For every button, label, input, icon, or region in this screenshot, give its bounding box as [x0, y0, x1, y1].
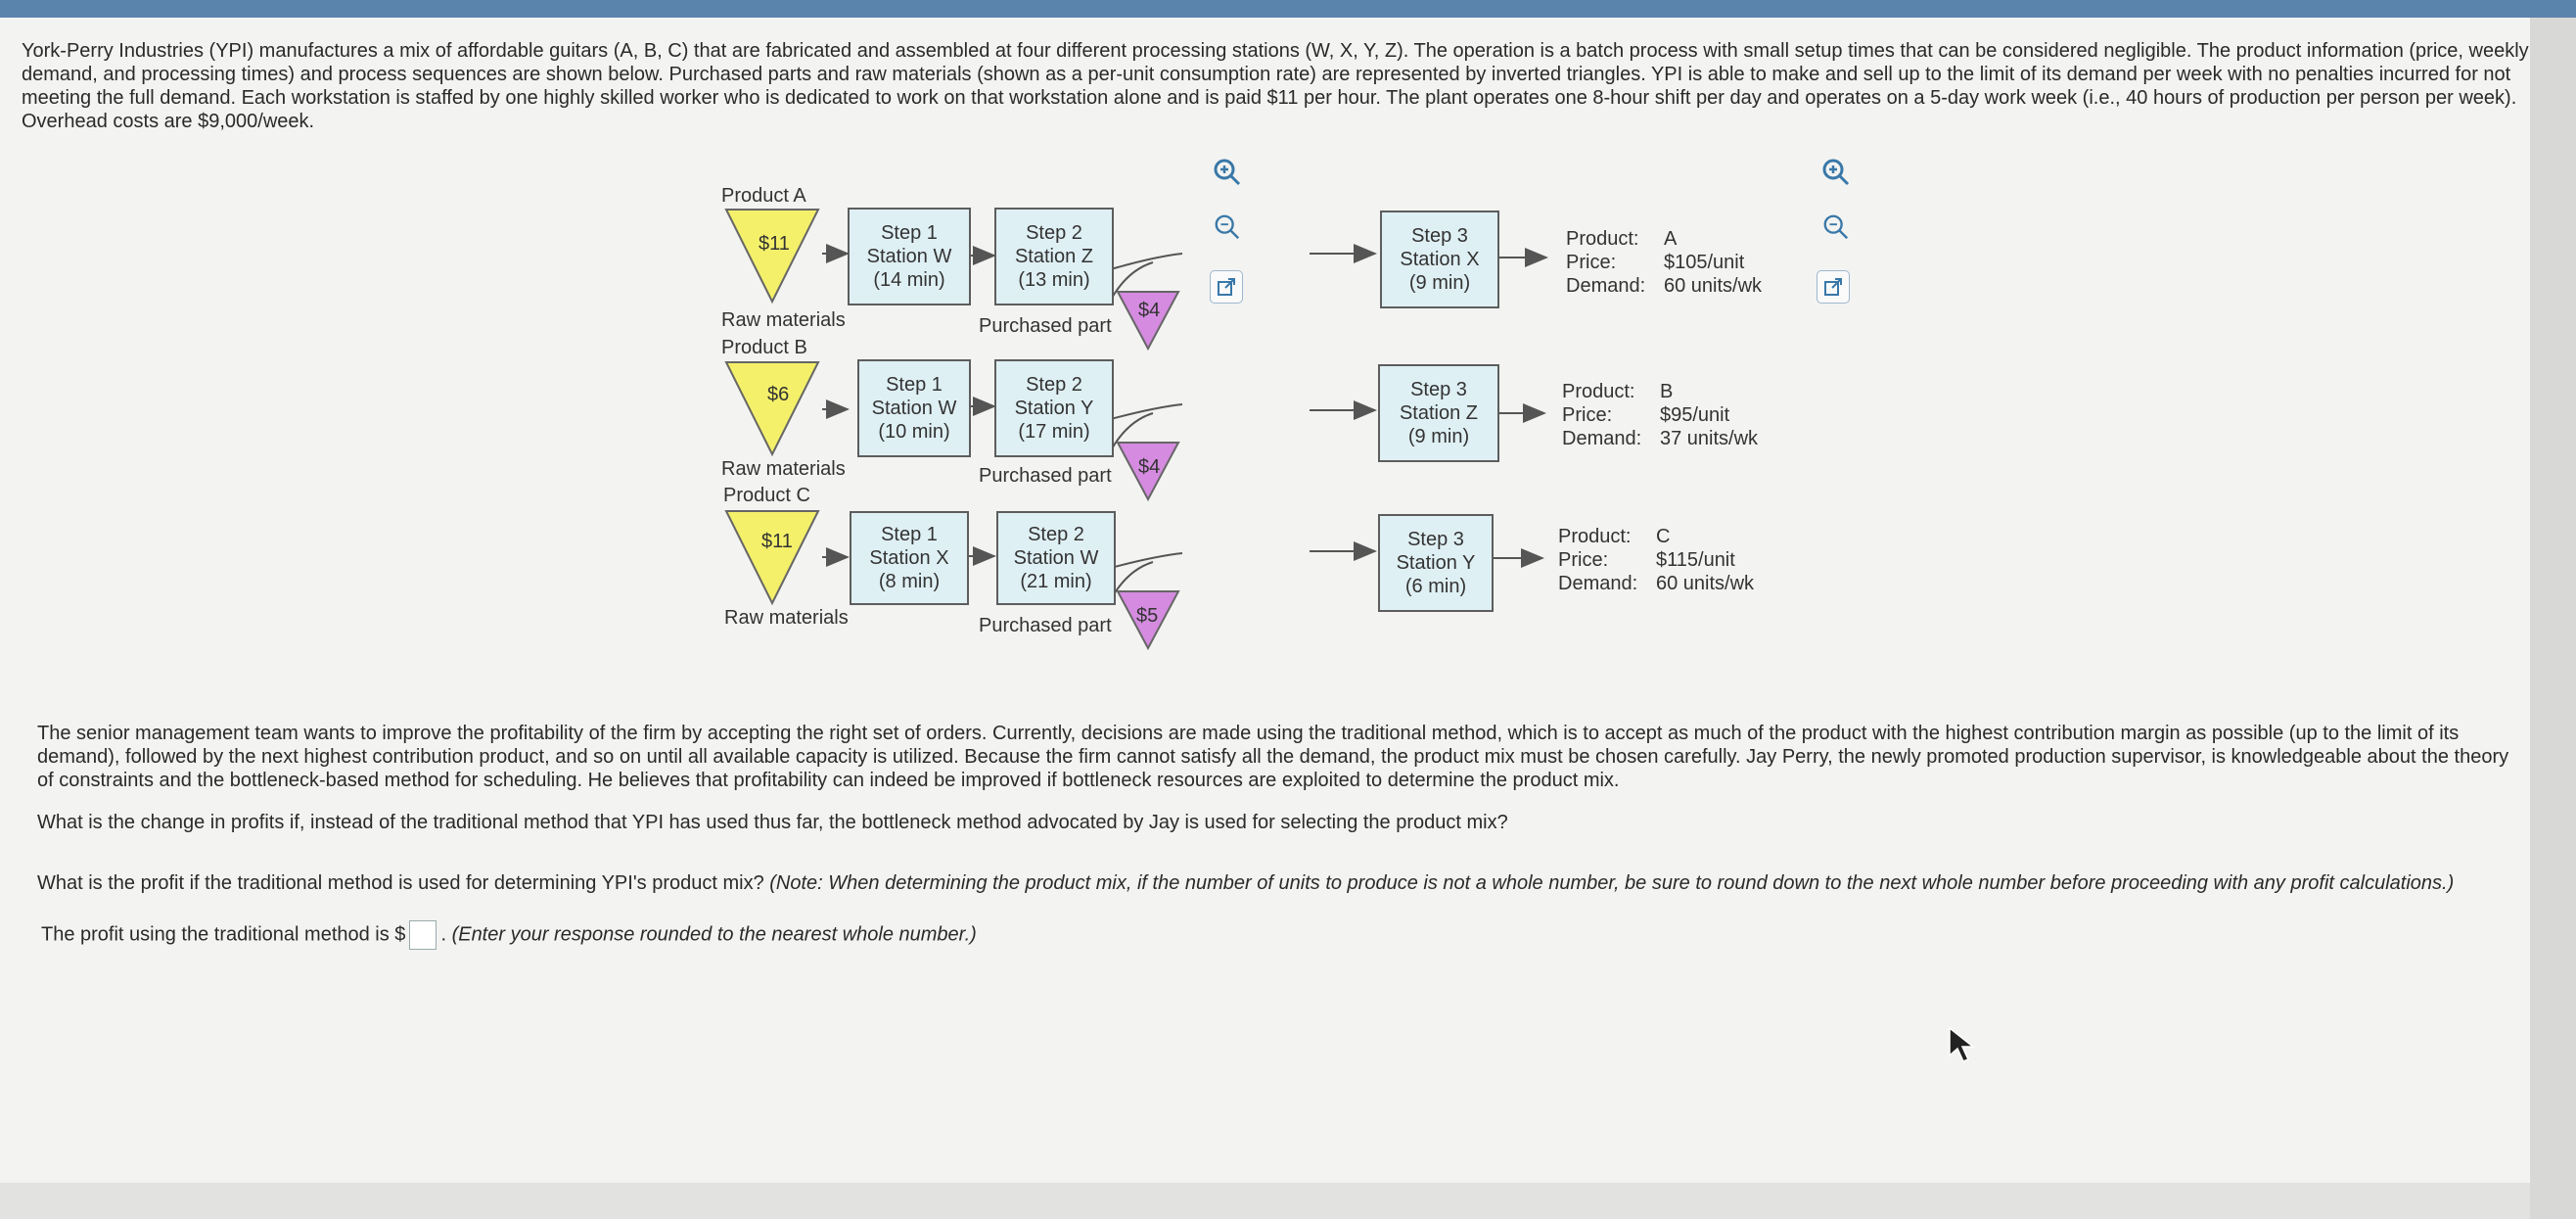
step-box-a2 [994, 208, 1114, 305]
step-label: Step 3 [1407, 529, 1464, 550]
time-label: (13 min) [1018, 269, 1090, 291]
info-value: $105/unit [1664, 252, 1745, 273]
station-label: Station W [866, 246, 952, 267]
raw-cost-b: $6 [767, 384, 790, 405]
step-box-b2 [994, 359, 1114, 457]
step-box-c2 [996, 511, 1116, 605]
question-2-note: (Note: When determining the product mix, if the number of units to produce is not a whole number, be sure to round down to the next whole number before proceeding with any profit calculations.) [769, 872, 2455, 894]
info-key: Price: [1562, 404, 1613, 426]
info-value: A [1664, 228, 1678, 250]
raw-material-b-triangle [724, 360, 820, 456]
answer-input[interactable] [409, 920, 437, 950]
product-a-title: Product A [721, 185, 806, 207]
purchased-part-label-b: Purchased part [979, 465, 1112, 487]
station-label: Station Y [1396, 552, 1476, 574]
step-box-b3 [1378, 364, 1499, 462]
zoom-out-icon[interactable] [1210, 210, 1245, 245]
info-key: Demand: [1566, 275, 1646, 297]
raw-materials-label-b: Raw materials [721, 458, 846, 480]
station-label: Station X [869, 547, 949, 569]
info-key: Demand: [1562, 428, 1642, 449]
open-external-icon[interactable] [1210, 270, 1243, 304]
raw-materials-label-c: Raw materials [724, 607, 849, 629]
answer-line: The profit using the traditional method is $ . (Enter your response rounded to the nearest whole number.) [41, 920, 1216, 950]
station-label: Station Z [1399, 402, 1479, 424]
time-label: (9 min) [1407, 426, 1470, 447]
product-info-b [1562, 380, 1758, 450]
time-label: (9 min) [1408, 272, 1471, 294]
step-label: Step 1 [881, 524, 938, 545]
info-value: C [1656, 526, 1671, 547]
step-label: Step 3 [1410, 379, 1467, 400]
zoom-out-icon[interactable] [1818, 210, 1854, 245]
step-label: Step 1 [886, 374, 943, 396]
step-box-c1 [850, 511, 969, 605]
zoom-in-icon[interactable] [1210, 155, 1245, 190]
info-key: Product: [1558, 526, 1632, 547]
step-box-c3 [1378, 514, 1494, 612]
info-key: Price: [1558, 549, 1609, 571]
step-label: Step 3 [1411, 225, 1468, 247]
info-value: $115/unit [1656, 549, 1735, 571]
info-key: Demand: [1558, 573, 1638, 594]
raw-material-c-triangle [724, 509, 820, 605]
product-c-title: Product C [723, 485, 810, 506]
mouse-cursor-icon [1948, 1026, 1979, 1065]
time-label: (8 min) [878, 571, 941, 592]
info-key: Product: [1562, 381, 1635, 402]
answer-hint: (Enter your response rounded to the nearest whole number.) [451, 923, 977, 946]
product-info-a [1566, 227, 1762, 298]
step-label: Step 2 [1028, 524, 1084, 545]
step-box-a1 [848, 208, 971, 305]
raw-materials-label-a: Raw materials [721, 309, 846, 331]
product-b-title: Product B [721, 337, 807, 358]
station-label: Station W [1013, 547, 1099, 569]
product-info-c [1558, 525, 1754, 595]
info-value: $95/unit [1660, 404, 1730, 426]
part-cost-b: $4 [1138, 456, 1161, 478]
station-label: Station Z [1014, 246, 1094, 267]
time-label: (10 min) [878, 421, 950, 443]
info-value: B [1660, 381, 1674, 402]
step-label: Step 1 [881, 222, 938, 244]
info-key: Product: [1566, 228, 1639, 250]
raw-cost-c: $11 [761, 531, 793, 552]
station-label: Station W [871, 398, 957, 419]
question-2 [37, 871, 2513, 895]
zoom-in-icon[interactable] [1818, 155, 1854, 190]
time-label: (17 min) [1018, 421, 1090, 443]
info-value: 37 units/wk [1660, 428, 1759, 449]
station-label: Station X [1400, 249, 1480, 270]
raw-material-a-triangle [724, 208, 820, 304]
answer-prefix: The profit using the traditional method is $ [41, 923, 406, 946]
part-cost-c: $5 [1136, 605, 1159, 627]
station-label: Station Y [1014, 398, 1094, 419]
context-paragraph: The senior management team wants to improve the profitability of the firm by accepting the right set of orders. Currently, decisions are made using the traditional method, which is to accept as much of the product with the highest contribution margin as possible (up to the limit of its demand), followed by the next highest contribution product, and so on until all available capacity is utilized. Because the firm cannot satisfy all the demand, the product mix must be chosen carefully. Jay Perry, the newly promoted production supervisor, is knowledgeable about the theory of constraints and the bottleneck-based method for scheduling. He believes that profitability can indeed be improved if bottleneck resources are exploited to determine the product mix. [37, 723, 2509, 791]
raw-cost-a: $11 [759, 233, 790, 255]
part-cost-a: $4 [1138, 300, 1161, 321]
time-label: (21 min) [1020, 571, 1092, 592]
step-box-b1 [857, 359, 971, 457]
step-box-a3 [1380, 211, 1499, 308]
info-key: Price: [1566, 252, 1617, 273]
time-label: (6 min) [1404, 576, 1467, 597]
step-label: Step 2 [1026, 222, 1082, 244]
open-external-icon[interactable] [1817, 270, 1850, 304]
step-label: Step 2 [1026, 374, 1082, 396]
info-value: 60 units/wk [1656, 573, 1755, 594]
intro-paragraph: York-Perry Industries (YPI) manufactures a mix of affordable guitars (A, B, C) that are fabricated and assembled at four different processing stations (W, X, Y, Z). The operation is a batch process with small setup times that can be considered negligible. The product information (price, weekly demand, and processing times) and process sequences are shown below. Purchased parts and raw materials (shown as a per-unit consumption rate) are represented by inverted triangles. YPI is able to make and sell up to the limit of its demand per week with no penalties incurred for not meeting the full demand. Each workstation is staffed by one highly skilled worker who is dedicated to work on that workstation alone and is paid $11 per hour. The plant operates one 8-hour shift per day and operates on a 5-day work week (i.e., 40 hours of production per person per week). Overhead costs are $9,000/week. [22, 40, 2529, 132]
time-label: (14 min) [873, 269, 945, 291]
info-value: 60 units/wk [1664, 275, 1763, 297]
question-2-text: What is the profit if the traditional method is used for determining YPI's product mix? [37, 872, 764, 894]
question-1: What is the change in profits if, instead of the traditional method that YPI has used thus far, the bottleneck method advocated by Jay is used for selecting the product mix? [37, 812, 1508, 833]
purchased-part-label-a: Purchased part [979, 315, 1112, 337]
purchased-part-label-c: Purchased part [979, 615, 1112, 636]
